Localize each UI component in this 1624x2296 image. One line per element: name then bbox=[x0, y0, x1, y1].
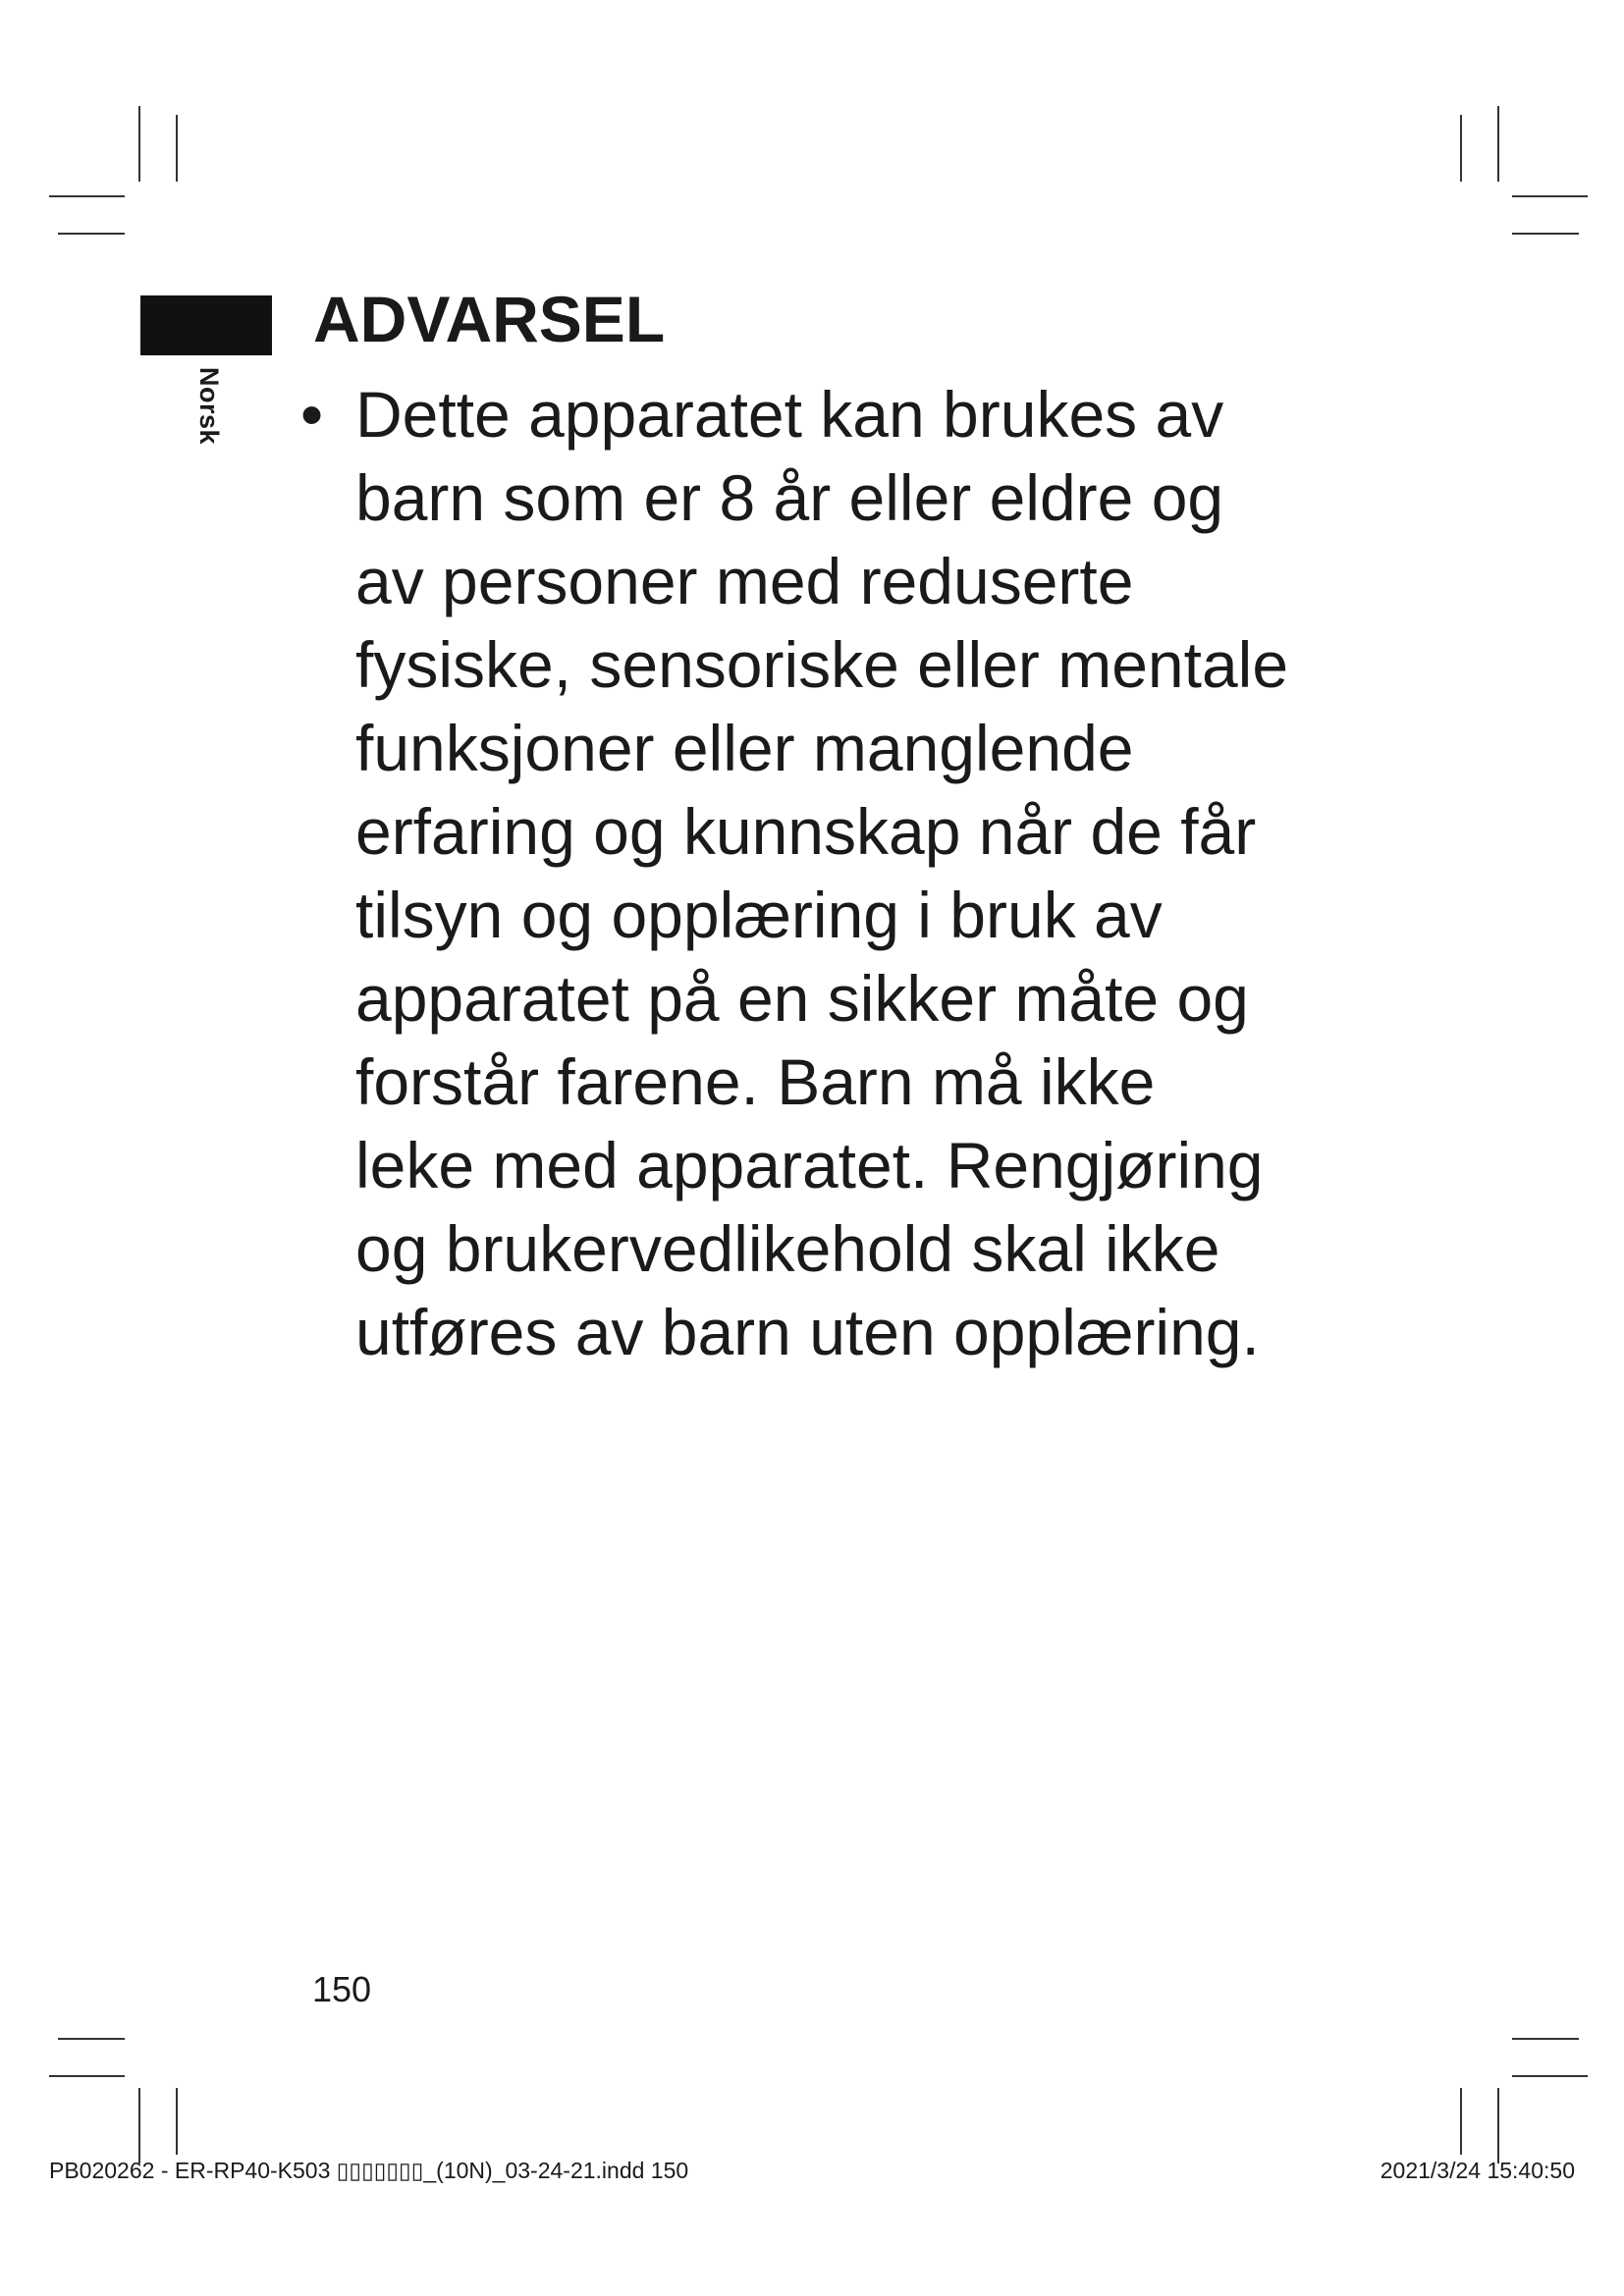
warning-line: tilsyn og opplæring i bruk av bbox=[355, 879, 1163, 951]
crop-mark bbox=[176, 115, 178, 182]
warning-line: utføres av barn uten opplæring. bbox=[355, 1296, 1260, 1368]
language-tab-marker bbox=[140, 295, 272, 355]
warning-line: funksjoner eller manglende bbox=[355, 712, 1134, 784]
page-number: 150 bbox=[312, 1969, 372, 2009]
crop-mark bbox=[49, 195, 125, 197]
crop-mark bbox=[58, 2038, 125, 2040]
crop-mark bbox=[1460, 2088, 1462, 2155]
warning-line: og brukervedlikehold skal ikke bbox=[355, 1212, 1220, 1285]
language-label: Norsk bbox=[194, 367, 224, 446]
warning-line: av personer med reduserte bbox=[355, 545, 1134, 617]
crop-mark bbox=[1512, 195, 1588, 197]
crop-mark bbox=[49, 2075, 125, 2077]
crop-mark bbox=[58, 233, 125, 235]
crop-mark bbox=[1460, 115, 1462, 182]
warning-line: forstår farene. Barn må ikke bbox=[355, 1045, 1156, 1118]
crop-mark bbox=[176, 2088, 178, 2155]
warning-line: leke med apparatet. Rengjøring bbox=[355, 1129, 1264, 1201]
crop-mark bbox=[1512, 233, 1579, 235]
warning-line: apparatet på en sikker måte og bbox=[355, 962, 1249, 1035]
warning-text bbox=[355, 373, 1357, 1374]
bullet-icon: • bbox=[300, 378, 324, 451]
warning-line: barn som er 8 år eller eldre og bbox=[355, 461, 1224, 534]
crop-mark bbox=[138, 106, 140, 182]
crop-mark bbox=[1497, 2088, 1499, 2163]
crop-mark bbox=[1512, 2038, 1579, 2040]
warning-line: fysiske, sensoriske eller mentale bbox=[355, 628, 1289, 701]
warning-heading: ADVARSEL bbox=[313, 283, 666, 355]
crop-mark bbox=[1512, 2075, 1588, 2077]
warning-line: erfaring og kunnskap når de får bbox=[355, 795, 1257, 868]
crop-mark bbox=[1497, 106, 1499, 182]
print-slug-timestamp: 2021/3/24 15:40:50 bbox=[1380, 2158, 1575, 2183]
print-slug-file-info: PB020262 - ER-RP40-K503 ▯▯▯▯▯▯▯_(10N)_03-24-21.indd 150 bbox=[49, 2158, 689, 2183]
warning-line: Dette apparatet kan brukes av bbox=[355, 378, 1224, 451]
crop-mark bbox=[138, 2088, 140, 2163]
